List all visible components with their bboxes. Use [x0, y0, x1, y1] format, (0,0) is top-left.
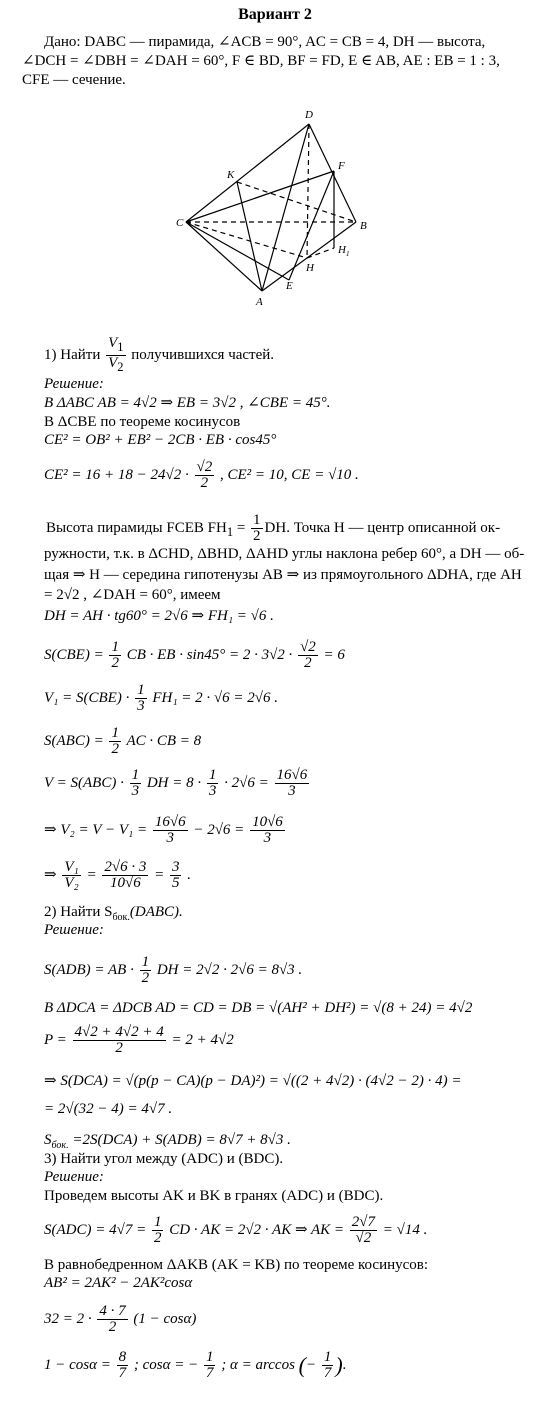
part1-line9: V = S(ABC) · $\frac{1}{3}$ DH = 8 · $\frac{1}{3}$ · 2√6 = $\frac{16√6}{3}$	[44, 767, 308, 799]
part3-line4: AB² = 2AK² − 2AK²cosα	[44, 1275, 193, 1291]
part1-line6: S(CBE) = $\frac{1}{2}$ CB · EB · sin45° = 2 · 3√2 · $\frac{√2}{2}$ = 6	[44, 639, 345, 671]
label-H1: H	[338, 244, 346, 256]
part2-line4: ⇒ S(DCA) = √(p(p − CA)(p − DA)²) = √((2 + 4√2) · (4√2 − 2) · 4) =	[44, 1073, 462, 1089]
part3-line5: 32 = 2 · $\frac{4 \cdot 7}{2}$ (1 − cosα)	[44, 1303, 197, 1335]
edge-CD	[186, 124, 309, 222]
part1-line2: В ΔCBE по теореме косинусов	[44, 414, 241, 430]
edge-CH-dashed	[186, 222, 307, 258]
label-F: F	[338, 160, 345, 172]
part1-paragraph-line2: ружности, т.к. в ΔCHD, ΔBHD, ΔAHD углы наклона ребер 60°, а DH — об-	[44, 546, 525, 562]
label-B: B	[360, 220, 367, 232]
part1-line11: ⇒ $\frac{\text{V₁}}{\text{V₂}}$ = $\frac{2√6 \cdot 3}{10√6}$ = $\frac{3}{5}$ .	[44, 859, 191, 891]
part1-paragraph-line4: = 2√2 , ∠DAH = 60°, имеем	[44, 587, 221, 603]
part2-line6: $S_{бок.} =2S(DCA) + S(ADB) = 8√7 + 8√3$ .	[44, 1132, 291, 1151]
part2-line1: S(ADB) = AB · $\frac{1}{2}$ DH = 2√2 · 2√6 = 8√3 .	[44, 954, 303, 986]
variant-title: Вариант 2	[238, 6, 312, 23]
label-H1-subscript: 1	[346, 250, 350, 258]
edge-KB-dashed	[237, 182, 356, 222]
part1-paragraph-line3: щая ⇒ H — середина гипотенузы AB ⇒ из прямоугольного ΔDHA, где AH	[44, 567, 522, 583]
part2-line3: P = $\frac{4√2 + 4√2 + 4}{2}$ = 2 + 4√2	[44, 1024, 234, 1056]
label-H: H	[306, 262, 314, 274]
part3-header: 3) Найти угол между (ADC) и (BDC).	[44, 1151, 284, 1167]
edge-CF	[186, 171, 334, 222]
part3-line6: 1 − cosα = $\frac{8}{7}$ ; cosα = − $\frac{1}{7}$ ; α = arccos (− $\frac{1}{7}$ ).	[44, 1349, 347, 1381]
part2-solution-label: Решение:	[44, 922, 104, 938]
part1-line4: CE² = 16 + 18 − 24√2 · $\frac{√2}{2}$ , CE² = 10, CE = √10 .	[44, 459, 359, 491]
edge-DA	[262, 124, 309, 291]
label-A: A	[256, 296, 263, 308]
part2-line5: = 2√(32 − 4) = 4√7 .	[44, 1101, 173, 1117]
edge-KA	[237, 182, 262, 291]
part3-line3: В равнобедренном ΔAKB (AK = KB) по теореме косинусов:	[44, 1257, 429, 1273]
label-C: C	[176, 217, 184, 229]
part1-line5: DH = AH · tg60° = 2√6 ⇒ FH₁ = √6 .	[44, 608, 274, 624]
part3-solution-label: Решение:	[44, 1169, 104, 1185]
part1-line7: V₁ = S(CBE) · $\frac{1}{3}$ FH₁ = 2 · √6 = 2√6 .	[44, 682, 278, 714]
label-D: D	[305, 109, 313, 121]
part1-line10: ⇒ V₂ = V − V₁ = $\frac{16√6}{3}$ − 2√6 = $\frac{10√6}{3}$	[44, 814, 283, 846]
part3-line1: Проведем высоты AK и BK в гранях (ADC) и (BDC).	[44, 1188, 384, 1204]
edge-HH1-dashed	[307, 248, 334, 258]
part3-line2: S(ADC) = 4√7 = $\frac{1}{2}$ CD · AK = 2√2 · AK ⇒ AK = $\frac{2√7}{√2}$ = √14 .	[44, 1214, 428, 1246]
label-K: K	[227, 169, 235, 181]
part2-line2: В ΔDCA = ΔDCB AD = CD = DB = √(AH² + DH²) = √(8 + 24) = 4√2	[44, 1000, 473, 1016]
part1-line8: S(ABC) = $\frac{1}{2}$ AC · CB = 8	[44, 725, 202, 757]
part1-solution-label: Решение:	[44, 376, 104, 392]
edge-CA	[186, 222, 262, 291]
edge-DB	[309, 124, 356, 222]
edge-DH-dashed	[307, 124, 309, 258]
part2-header: 2) Найти $S_{бок.}(DABC)$.	[44, 904, 183, 923]
label-E: E	[286, 280, 293, 292]
part1-paragraph-line1: Высота пирамиды FCEB $FH_1$ = $\frac{1}{2}$ DH. Точка H — центр описанной ок-	[46, 512, 501, 544]
part1-line1: В ΔABC AB = 4√2 ⇒ EB = 3√2 , ∠CBE = 45°.	[44, 395, 331, 411]
part1-header: 1) Найти $\frac{V_1}{V_2}$ получившихся частей.	[44, 335, 275, 374]
problem-given: Дано: DABC — пирамида, ∠ACB = 90°, AC = CB = 4, DH — высота, ∠DCH = ∠DBH = ∠DAH = 60°, F ∈ BD, BF = FD, E ∈ AB, AE : EB = 1 : 3, CFE — сечение.	[22, 34, 500, 88]
part1-line3: CE² = OB² + EB² − 2CB · EB · cos45°	[44, 432, 277, 448]
